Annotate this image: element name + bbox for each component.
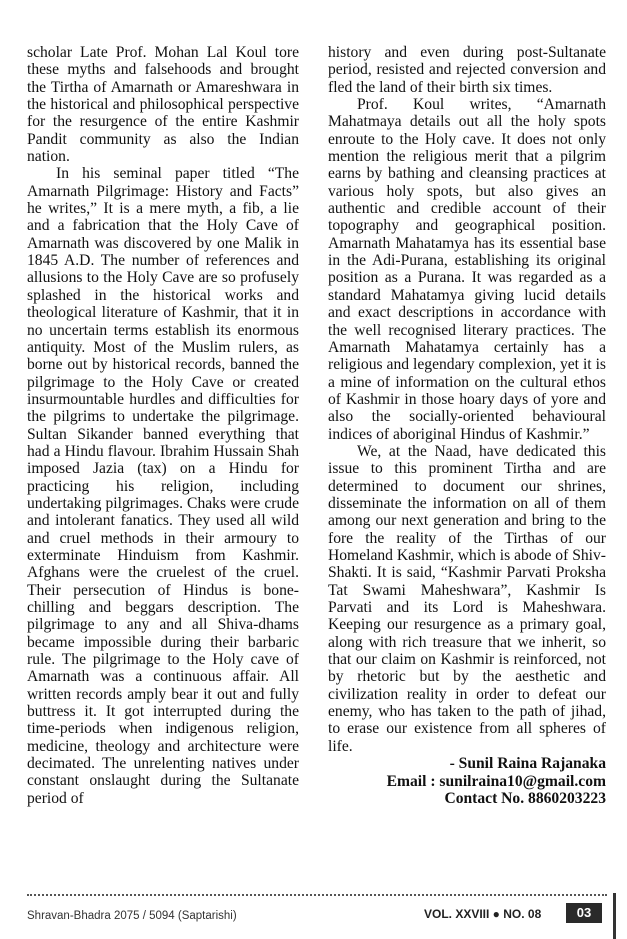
footer-side-bar: [613, 893, 616, 939]
paragraph: In his seminal paper titled “The Amarnath Pilgrimage: History and Facts” he writes,” It is a mere myth, a fib, a lie and a fabrication that the Holy Cave of Amarnath was discovered by one Malik in 1845 A.D. The number of references and allusions to the Holy Cave are so profusely splashed in the historical works and theological literature of Kashmir, that it in no uncertain terms establish its enormous antiquity. Most of the Muslim rulers, as borne out by historical records, banned the pilgrimage to the Holy Cave or created insurmountable hurdles and difficulties for the pilgrims to undertake the pilgrimage. Sultan Sikander banned everything that had a Hindu flavour. Ibrahim Hussain Shah imposed Jazia (tax) on a Hindu for practicing his religion, including undertaking pilgrimages. Chaks were crude and intolerant fanatics. They used all wild and cruel methods in their armoury to exterminate Hinduism from Kashmir. Afghans were the cruelest of the cruel. Their persecution of Hindus is bone-chilling and beggars description. The pilgrimage to any and all Shiva-dhams became impossible during their barbaric rule. The pilgrimage to the Holy cave of Amarnath was a continuous affair. All written records amply bear it out and fully buttress it. It got interrupted during the time-periods when indigenous religion, medicine, theology and architecture were decimated. The unrelenting natives under constant onslaught during the Sultanate period of: [27, 165, 299, 807]
left-column: [27, 44, 299, 807]
author-contact: Contact No. 8860203223: [444, 790, 606, 808]
footer-volume: VOL. XXVIII ● NO. 08: [424, 907, 542, 921]
author-name: - Sunil Raina Rajanaka: [449, 755, 606, 773]
paragraph: Prof. Koul writes, “Amarnath Mahatmaya details out all the holy spots enroute to the Holy cave. It does not only mention the religious merit that a pilgrim earns by bathing and cleansing practices at various holy spots, but also gives an authentic and credible account of their topography and geographical position. Amarnath Mahatamya has its essential base in the Adi-Purana, establishing its original position as a Purana. It was regarded as a standard Mahatamya giving lucid details and exact descriptions in accordance with the well recognised literary practices. The Amarnath Mahatamya certainly has a religious and legendary complexion, yet it is a mine of information on the cultural ethos of Kashmir in those hoary days of yore and also the socially-oriented behavioural indices of aboriginal Hindus of Kashmir.”: [328, 96, 606, 443]
footer-date: Shravan-Bhadra 2075 / 5094 (Saptarishi): [27, 910, 237, 922]
author-email: Email : sunilraina10@gmail.com: [386, 772, 606, 790]
paragraph: We, at the Naad, have dedicated this issue to this prominent Tirtha and are determined to document our shrines, disseminate the information on all of them among our next generation and bring to the fore the reality of the Tirthas of our Homeland Kashmir, which is abode of Shiv-Shakti. It is said, “Kashmir Parvati Proksha Tat Swami Maheshwara”, Kashmir Is Parvati and its Lord is Maheshwara. Keeping our resurgence as a primary goal, along with rich treasure that we inherit, so that our claim on Kashmir is reinforced, not by rhetoric but by the aesthetic and civilization reality in order to defeat our enemy, who has taken to the path of jihad, to erase our existence from all spheres of life.: [328, 442, 606, 755]
footer-divider: [27, 894, 607, 899]
signature-block: [328, 755, 606, 808]
page-number: 03: [566, 903, 602, 923]
paragraph: history and even during post-Sultanate period, resisted and rejected conversion and fled the land of their birth six times.: [328, 44, 606, 96]
right-column: [328, 44, 606, 808]
paragraph: scholar Late Prof. Mohan Lal Koul tore these myths and falsehoods and brought the Tirtha of Amarnath or Amareshwara in the historical and philosophical perspective for the resurgence of the entire Kashmir Pandit community as also the Indian nation.: [27, 44, 299, 166]
